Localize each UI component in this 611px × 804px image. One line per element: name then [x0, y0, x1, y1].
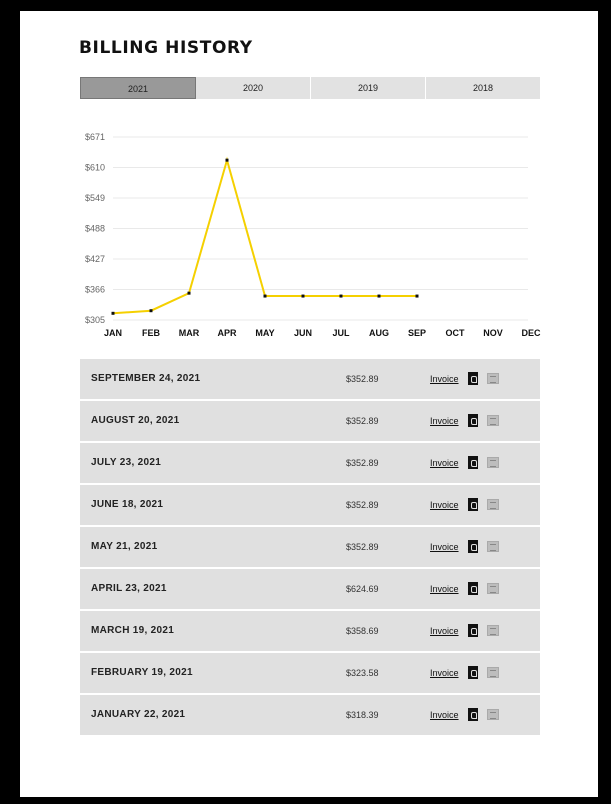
excel-download-icon[interactable]: [487, 499, 499, 510]
data-point: [188, 292, 191, 295]
billing-row: [80, 443, 540, 483]
x-tick-label: AUG: [369, 328, 389, 338]
excel-download-icon[interactable]: [487, 415, 499, 426]
billing-amount: $352.89: [346, 542, 379, 552]
invoice-link[interactable]: Invoice: [430, 416, 459, 426]
data-point: [340, 295, 343, 298]
excel-download-icon[interactable]: [487, 583, 499, 594]
invoice-link[interactable]: Invoice: [430, 710, 459, 720]
data-point: [416, 295, 419, 298]
billing-date: JULY 23, 2021: [91, 457, 162, 468]
billing-row: [80, 653, 540, 693]
invoice-link[interactable]: Invoice: [430, 458, 459, 468]
pdf-download-icon[interactable]: [468, 414, 478, 427]
x-tick-label: OCT: [445, 328, 465, 338]
y-tick-label: $488: [85, 223, 106, 234]
pdf-download-icon[interactable]: [468, 372, 478, 385]
billing-amount: $352.89: [346, 374, 379, 384]
billing-date: APRIL 23, 2021: [91, 583, 167, 594]
x-tick-label: DEC: [521, 328, 541, 338]
data-point: [150, 309, 153, 312]
pdf-download-icon[interactable]: [468, 666, 478, 679]
billing-date: SEPTEMBER 24, 2021: [91, 373, 201, 384]
billing-amount: $352.89: [346, 458, 379, 468]
billing-date: MAY 21, 2021: [91, 541, 158, 552]
invoice-link[interactable]: Invoice: [430, 542, 459, 552]
invoice-link[interactable]: Invoice: [430, 626, 459, 636]
invoice-link[interactable]: Invoice: [430, 668, 459, 678]
x-tick-label: MAR: [178, 328, 200, 338]
data-point: [378, 295, 381, 298]
billing-row: [80, 485, 540, 525]
billing-row: [80, 695, 540, 735]
y-tick-label: $305: [85, 315, 106, 325]
tab-2020[interactable]: 2020: [196, 77, 311, 99]
billing-amount: $352.89: [346, 416, 379, 426]
year-tabs: [80, 77, 540, 99]
billing-date: FEBRUARY 19, 2021: [91, 667, 193, 678]
pdf-download-icon[interactable]: [468, 624, 478, 637]
x-tick-label: SEP: [407, 328, 427, 338]
x-tick-label: NOV: [483, 328, 503, 338]
billing-row: [80, 569, 540, 609]
billing-amount: $323.58: [346, 668, 379, 678]
excel-download-icon[interactable]: [487, 457, 499, 468]
invoice-link[interactable]: Invoice: [430, 500, 459, 510]
billing-amount: $318.39: [346, 710, 379, 720]
tab-2018[interactable]: 2018: [426, 77, 540, 99]
billing-row: [80, 611, 540, 651]
excel-download-icon[interactable]: [487, 667, 499, 678]
data-point: [264, 295, 267, 298]
y-tick-label: $610: [85, 162, 106, 173]
invoice-link[interactable]: Invoice: [430, 584, 459, 594]
billing-amount: $352.89: [346, 500, 379, 510]
y-tick-label: $427: [85, 254, 106, 264]
excel-download-icon[interactable]: [487, 373, 499, 384]
billing-date: JUNE 18, 2021: [91, 499, 164, 510]
billing-row: [80, 401, 540, 441]
excel-download-icon[interactable]: [487, 541, 499, 552]
excel-download-icon[interactable]: [487, 625, 499, 636]
x-tick-label: FEB: [142, 328, 160, 338]
pdf-download-icon[interactable]: [468, 708, 478, 721]
billing-date: AUGUST 20, 2021: [91, 415, 180, 426]
x-tick-label: JAN: [103, 328, 123, 338]
series-line: [113, 160, 417, 313]
y-tick-label: $671: [85, 132, 106, 142]
pdf-download-icon[interactable]: [468, 456, 478, 469]
x-tick-label: JUN: [293, 328, 313, 338]
billing-amount: $624.69: [346, 584, 379, 594]
data-point: [226, 159, 229, 162]
x-tick-label: MAY: [255, 328, 275, 338]
page-title: BILLING HISTORY: [79, 38, 253, 58]
billing-page: [20, 11, 598, 797]
billing-list: [80, 359, 540, 737]
tab-2021[interactable]: 2021: [80, 77, 196, 99]
billing-amount: $358.69: [346, 626, 379, 636]
billing-chart: [20, 121, 598, 356]
invoice-link[interactable]: Invoice: [430, 374, 459, 384]
billing-date: JANUARY 22, 2021: [91, 709, 186, 720]
pdf-download-icon[interactable]: [468, 582, 478, 595]
billing-row: [80, 359, 540, 399]
pdf-download-icon[interactable]: [468, 498, 478, 511]
tab-2019[interactable]: 2019: [311, 77, 426, 99]
y-tick-label: $366: [85, 284, 106, 295]
billing-row: [80, 527, 540, 567]
pdf-download-icon[interactable]: [468, 540, 478, 553]
data-point: [302, 295, 305, 298]
billing-date: MARCH 19, 2021: [91, 625, 175, 636]
y-tick-label: $549: [85, 193, 106, 203]
x-tick-label: APR: [217, 328, 237, 338]
excel-download-icon[interactable]: [487, 709, 499, 720]
data-point: [112, 312, 115, 315]
x-tick-label: JUL: [332, 328, 350, 338]
